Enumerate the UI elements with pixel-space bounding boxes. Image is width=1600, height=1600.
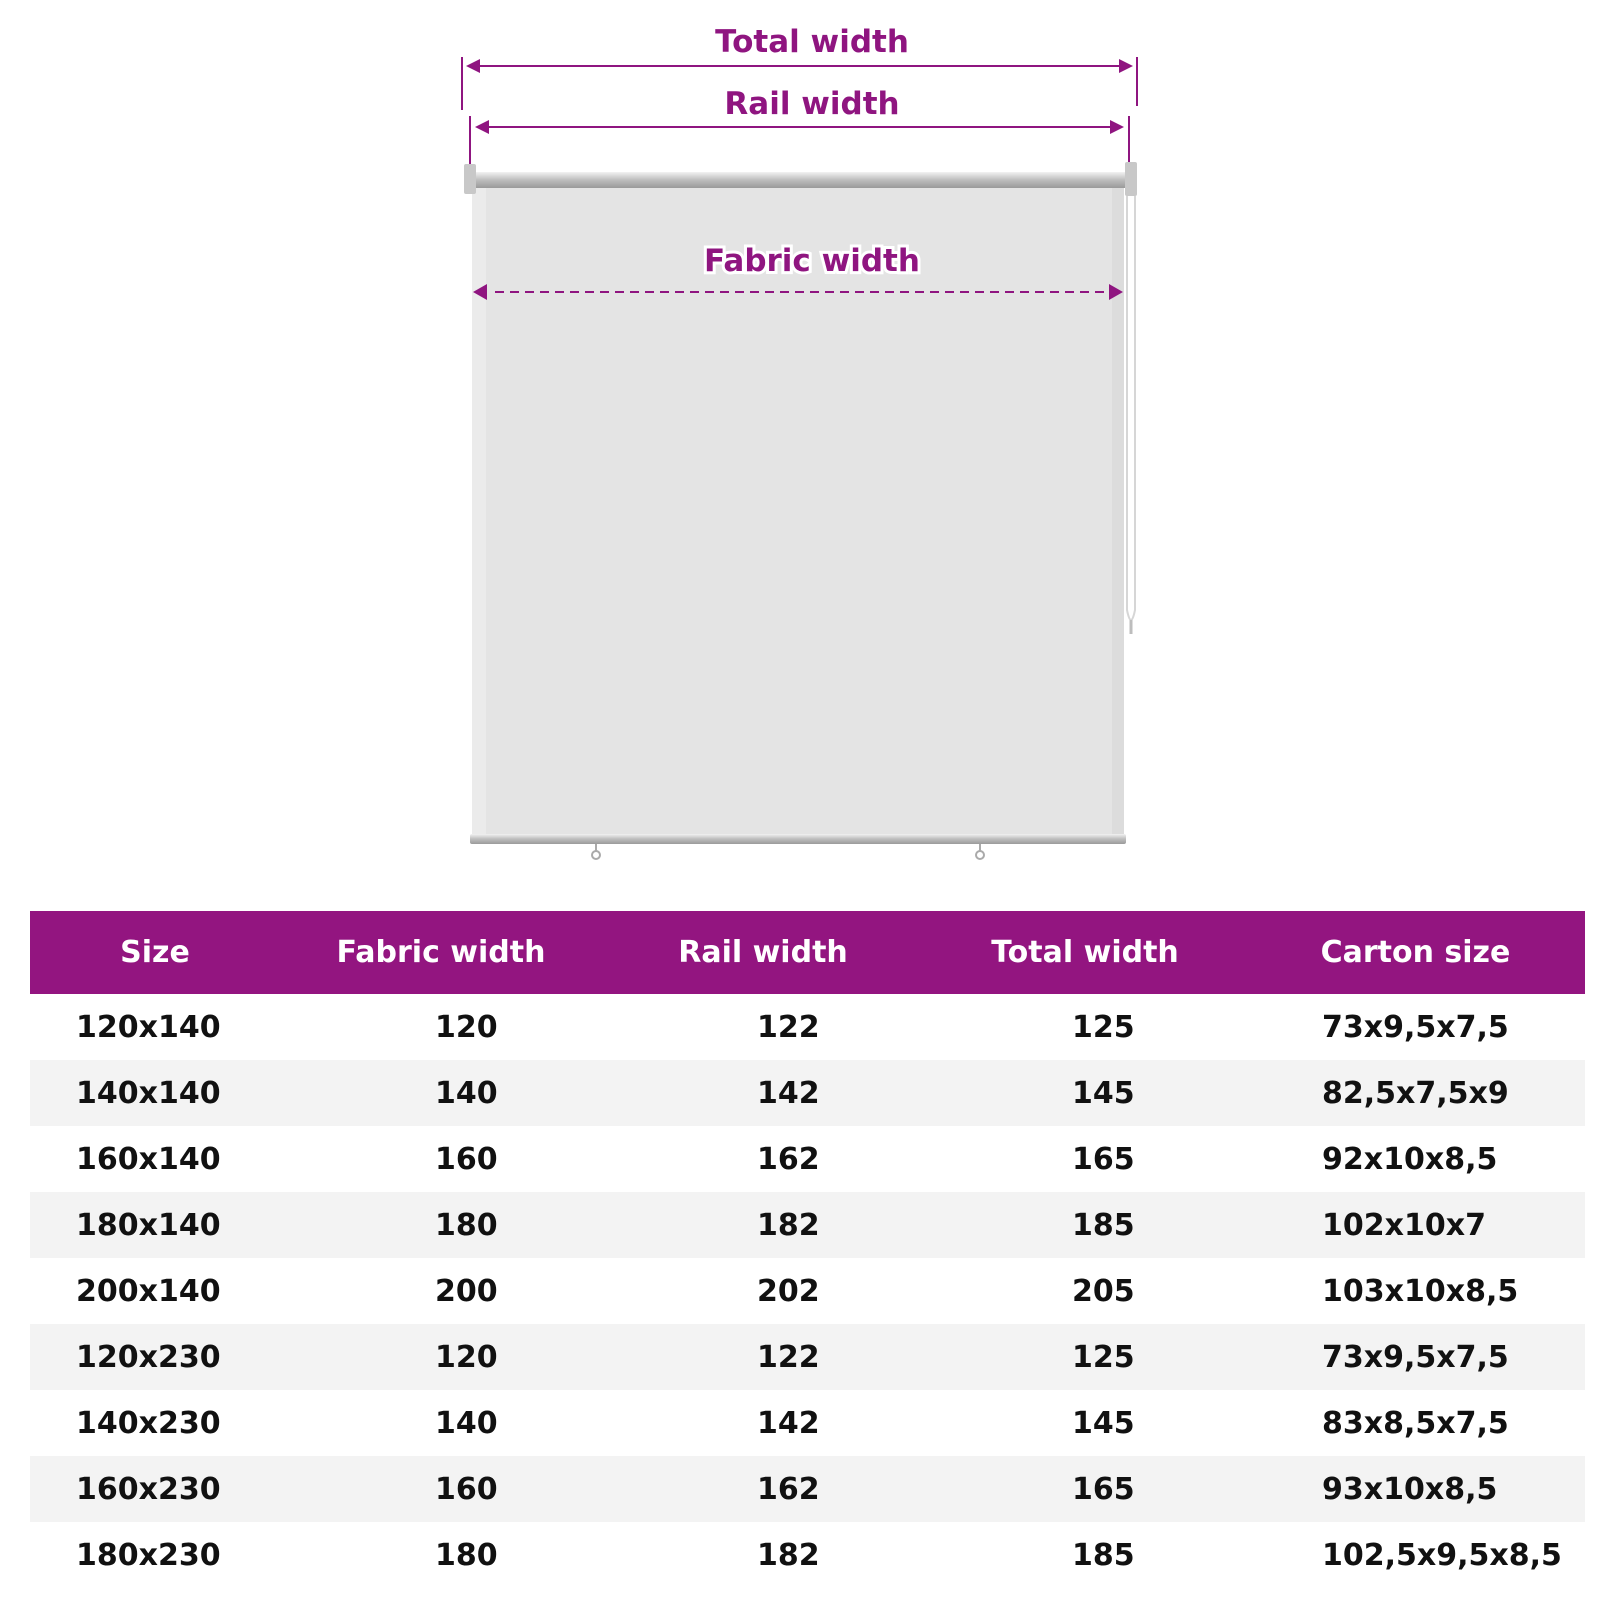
cell-size: 140x140 (30, 1060, 280, 1126)
table-body (30, 994, 1585, 1588)
cell-size: 200x140 (76, 1273, 221, 1309)
pull-cord (1127, 196, 1135, 634)
cell-rail-width: 122 (602, 1324, 924, 1390)
header-size: Size (30, 911, 280, 994)
header-rail-width: Rail width (602, 911, 924, 994)
cell-size: 180x140 (30, 1192, 280, 1258)
cell-fabric-width: 120 (435, 1009, 498, 1045)
cell-carton-size: 102,5x9,5x8,5 (1322, 1537, 1562, 1573)
cell-carton-size: 82,5x7,5x9 (1246, 1060, 1585, 1126)
cell-carton-size: 102x10x7 (1246, 1192, 1585, 1258)
cell-carton-size: 83x8,5x7,5 (1322, 1405, 1509, 1441)
bottom-bar (470, 834, 1126, 859)
fabric-width-label: Fabric width (704, 243, 920, 279)
cell-fabric-width: 160 (435, 1141, 498, 1177)
header-carton-size: Carton size (1246, 911, 1585, 994)
cell-rail-width: 142 (602, 1060, 924, 1126)
cell-rail-width: 182 (602, 1192, 924, 1258)
cell-fabric-width: 140 (280, 1060, 602, 1126)
size-table (30, 911, 1585, 1588)
cell-carton-size: 93x10x8,5 (1246, 1456, 1585, 1522)
cell-size: 160x140 (76, 1141, 221, 1177)
cell-total-width: 145 (1072, 1405, 1135, 1441)
cell-rail-width: 142 (757, 1405, 820, 1441)
cell-total-width: 185 (924, 1192, 1246, 1258)
rail-width-dimension (470, 86, 1129, 166)
cell-carton-size: 92x10x8,5 (1322, 1141, 1498, 1177)
header-fabric-width: Fabric width (280, 911, 602, 994)
cell-size: 140x230 (76, 1405, 221, 1441)
table-row (30, 1456, 1585, 1522)
table-row (30, 1522, 1585, 1588)
cell-total-width: 125 (1072, 1009, 1135, 1045)
table-row (30, 1258, 1585, 1324)
total-width-label: Total width (715, 24, 909, 60)
table-row (30, 1126, 1585, 1192)
table-row (30, 994, 1585, 1060)
cell-fabric-width: 180 (280, 1192, 602, 1258)
cell-total-width: 205 (1072, 1273, 1135, 1309)
cell-fabric-width: 200 (435, 1273, 498, 1309)
cell-rail-width: 162 (757, 1141, 820, 1177)
table-row (30, 1192, 1585, 1258)
cell-size: 160x230 (30, 1456, 280, 1522)
cell-total-width: 125 (924, 1324, 1246, 1390)
cell-fabric-width: 120 (280, 1324, 602, 1390)
cell-carton-size: 73x9,5x7,5 (1322, 1009, 1509, 1045)
blind-fabric (472, 186, 1124, 834)
cell-rail-width: 122 (757, 1009, 820, 1045)
cell-rail-width: 162 (602, 1456, 924, 1522)
cell-fabric-width: 140 (435, 1405, 498, 1441)
table-header-row (30, 911, 1585, 994)
cell-fabric-width: 160 (280, 1456, 602, 1522)
header-total-width: Total width (924, 911, 1246, 994)
cell-total-width: 185 (1072, 1537, 1135, 1573)
rail-width-label: Rail width (724, 86, 900, 122)
cell-total-width: 165 (924, 1456, 1246, 1522)
cell-size: 120x140 (76, 1009, 221, 1045)
cell-fabric-width: 180 (435, 1537, 498, 1573)
cell-rail-width: 202 (757, 1273, 820, 1309)
cell-total-width: 165 (1072, 1141, 1135, 1177)
cell-size: 120x230 (30, 1324, 280, 1390)
table-row (30, 1390, 1585, 1456)
cell-carton-size: 103x10x8,5 (1322, 1273, 1519, 1309)
cell-carton-size: 73x9,5x7,5 (1246, 1324, 1585, 1390)
table-row (30, 1324, 1585, 1390)
cell-total-width: 145 (924, 1060, 1246, 1126)
cell-rail-width: 182 (757, 1537, 820, 1573)
cell-size: 180x230 (76, 1537, 221, 1573)
table-row (30, 1060, 1585, 1126)
